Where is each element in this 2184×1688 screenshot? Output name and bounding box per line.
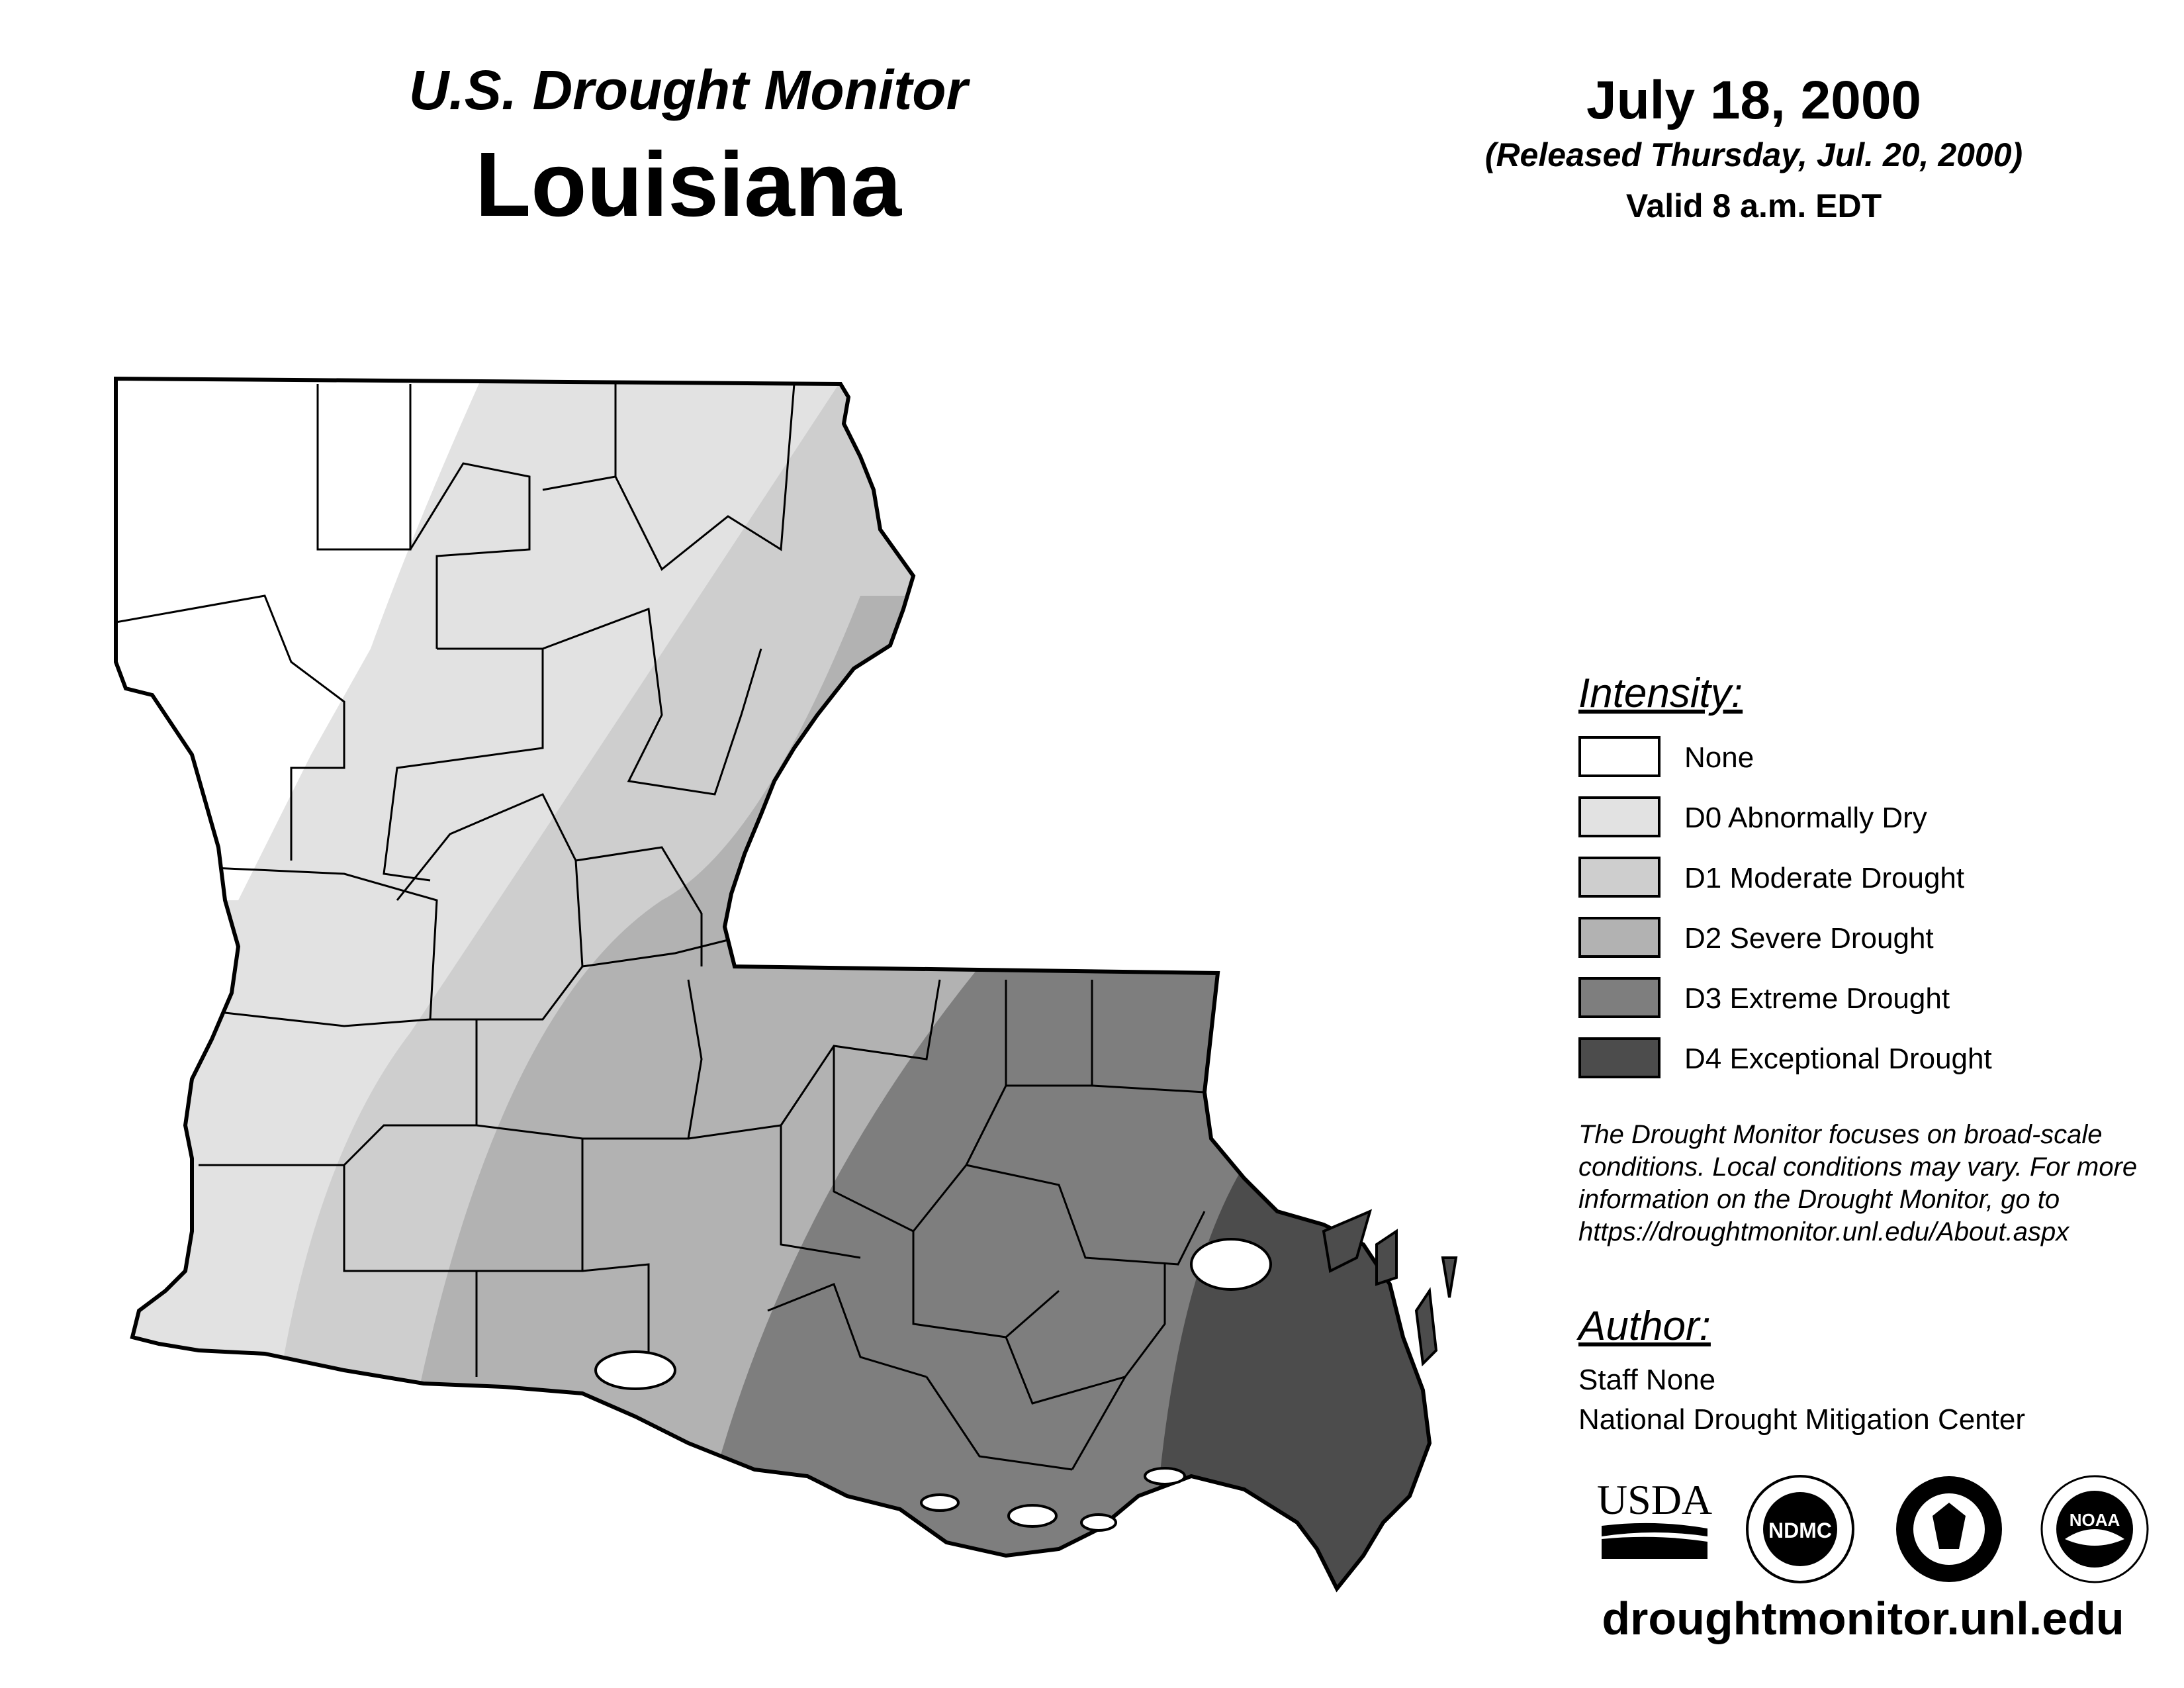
author-name: Staff None [1578,1364,1716,1396]
legend-label: None [1684,741,1754,774]
disclaimer-note: The Drought Monitor focuses on broad-scale conditions. Local conditions may vary. For more information on the Drought Monitor, go to https://droughtmonitor.unl.edu/About.aspx [1578,1120,2138,1246]
map-title: Louisiana [475,134,902,236]
legend-item-d2 [1578,917,2108,963]
legend-item-d4 [1578,1037,2108,1084]
legend-label: D0 Abnormally Dry [1684,802,1927,834]
noaa-logo-text: NOAA [2069,1510,2120,1530]
legend-item-none [1578,736,2108,782]
release-date: (Released Thursday, Jul. 20, 2000) [1484,136,2023,173]
map-subtitle: U.S. Drought Monitor [408,59,968,121]
legend-swatch [1578,857,1661,898]
legend-swatch [1578,796,1661,837]
ndmc-logo [1744,1473,1856,1585]
legend-label: D2 Severe Drought [1684,922,1934,955]
noaa-logo [2038,1473,2151,1585]
legend-item-d1 [1578,857,2108,903]
legend-label: D3 Extreme Drought [1684,982,1950,1015]
drought-bands [0,331,1522,1589]
commerce-seal-icon [1893,1473,2005,1585]
legend-swatch [1578,1037,1661,1078]
valid-time: Valid 8 a.m. EDT [1625,187,1882,224]
legend-label: D1 Moderate Drought [1684,862,1965,894]
legend-heading: Intensity: [1578,671,1743,716]
author-organization: National Drought Mitigation Center [1578,1403,2026,1436]
ndmc-logo-text: NDMC [1768,1519,1832,1542]
author-heading: Author: [1578,1303,1711,1349]
map-date: July 18, 2000 [1586,70,1922,130]
usda-logo-text: USDA [1596,1476,1713,1523]
legend-item-d3 [1578,977,2108,1023]
legend-label: D4 Exceptional Drought [1684,1043,1992,1075]
usda-logo [1595,1473,1714,1566]
legend-item-d0 [1578,796,2108,843]
legend-swatch [1578,736,1661,777]
legend-swatch [1578,917,1661,958]
legend-swatch [1578,977,1661,1018]
website-url[interactable]: droughtmonitor.unl.edu [1602,1593,2124,1644]
